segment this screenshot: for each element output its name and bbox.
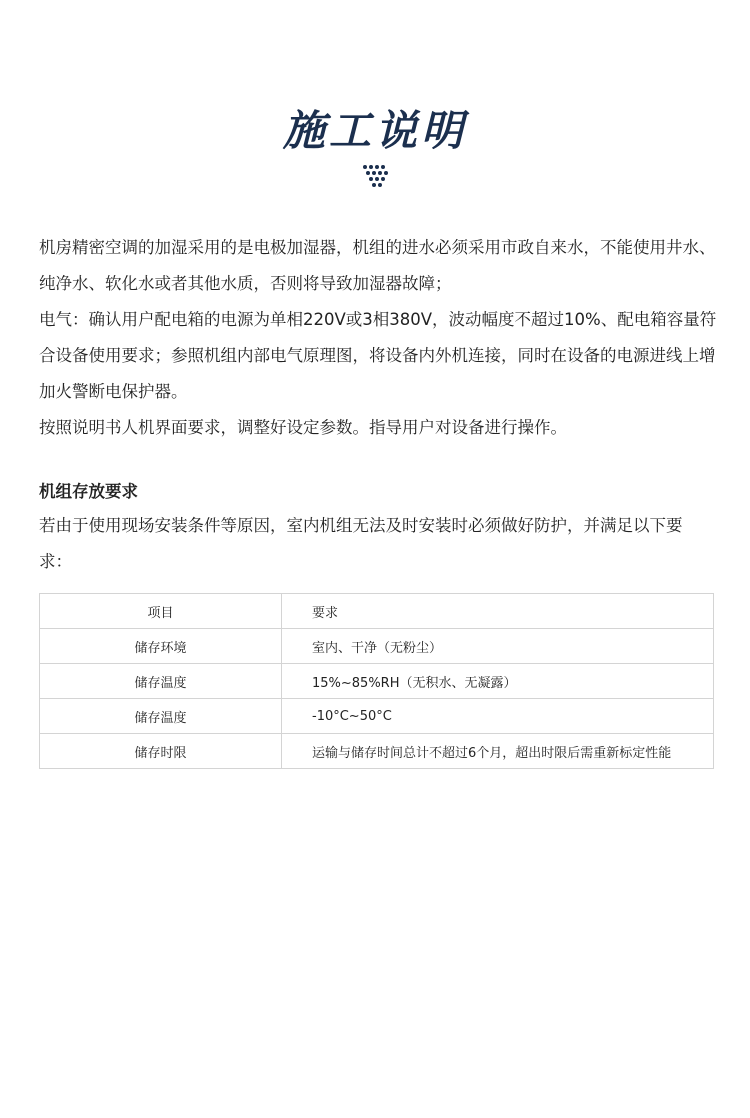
table-cell-item: 储存时限: [40, 734, 282, 769]
table-row: [40, 699, 714, 734]
settings-note: 按照说明书人机界面要求，调整好设定参数。指导用户对设备进行操作。: [39, 418, 567, 437]
table-cell-requirement: 运输与储存时间总计不超过6个月，超出时限后需重新标定性能: [282, 734, 714, 769]
table-cell-item: 储存环境: [40, 629, 282, 664]
storage-section-intro: 若由于使用现场安装条件等原因，室内机组无法及时安装时必须做好防护，并满足以下要求：: [39, 516, 683, 571]
table-header-requirement: 要求: [282, 594, 714, 629]
table-row: [40, 629, 714, 664]
page-title: 施工说明: [282, 106, 467, 155]
table-row: [40, 734, 714, 769]
table-row: [40, 664, 714, 699]
construction-instructions: [39, 230, 719, 446]
humidifier-water-note: 机房精密空调的加湿采用的是电极加湿器，机组的进水必须采用市政自来水，不能使用井水、纯净水、软化水或者其他水质，否则将导致加湿器故障；: [39, 238, 716, 293]
storage-section-heading: 机组存放要求: [39, 482, 138, 501]
table-cell-item: 储存温度: [40, 699, 282, 734]
table-header-item: 项目: [40, 594, 282, 629]
table-cell-requirement: -10°C~50°C: [282, 699, 714, 734]
electrical-note: 电气：确认用户配电箱的电源为单相220V或3相380V，波动幅度不超过10%、配电箱容量符合设备使用要求；参照机组内部电气原理图，将设备内外机连接，同时在设备的电源进线上增加火警断电保护器。: [39, 310, 717, 401]
table-cell-item: 储存温度: [40, 664, 282, 699]
table-cell-requirement: 15%~85%RH（无积水、无凝露）: [282, 664, 714, 699]
table-cell-requirement: 室内、干净（无粉尘）: [282, 629, 714, 664]
table-header-row: [40, 594, 714, 629]
storage-requirements-table: [39, 593, 714, 769]
dotted-triangle-icon: [362, 163, 388, 189]
